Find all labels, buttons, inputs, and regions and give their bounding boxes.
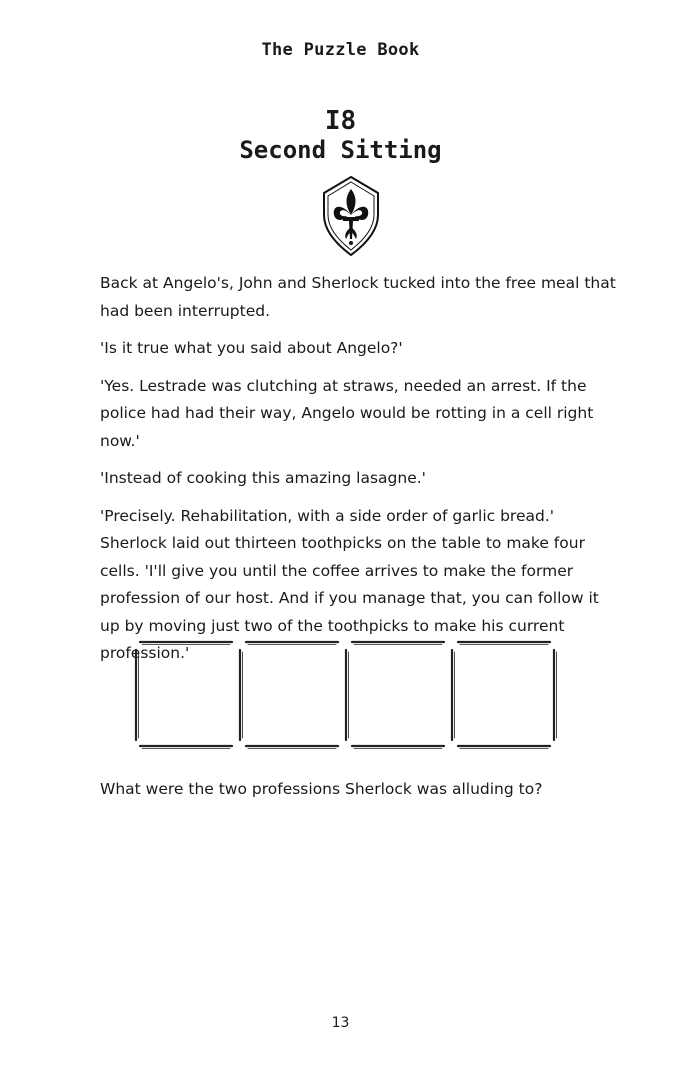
toothpick xyxy=(458,746,550,749)
toothpick xyxy=(246,746,338,749)
toothpick xyxy=(458,642,550,645)
paragraph: 'Is it true what you said about Angelo?' xyxy=(100,339,403,357)
paragraph: 'Instead of cooking this amazing lasagne.' xyxy=(100,469,426,487)
paragraph: Back at Angelo's, John and Sherlock tucked into the free meal that had been interrupted. xyxy=(100,274,616,320)
chapter-number: I8 xyxy=(324,106,357,136)
toothpick xyxy=(246,642,338,645)
page-number: 13 xyxy=(331,1015,350,1031)
toothpick xyxy=(346,650,349,740)
story-text xyxy=(100,270,620,678)
toothpick xyxy=(554,650,557,740)
puzzle-question: What were the two professions Sherlock was alluding to? xyxy=(100,780,543,798)
chapter-title: Second Sitting xyxy=(239,136,442,164)
toothpick xyxy=(452,650,455,740)
paragraph: 'Yes. Lestrade was clutching at straws, needed an arrest. If the police had had their way, Angelo would be rotting in a cell right now.' xyxy=(100,376,594,450)
toothpick xyxy=(136,650,139,740)
running-title: The Puzzle Book xyxy=(261,40,420,60)
fleur-de-lis-ornament-icon xyxy=(316,175,386,257)
toothpick-puzzle-diagram xyxy=(130,636,560,756)
toothpick xyxy=(140,642,232,645)
toothpick xyxy=(140,746,232,749)
toothpick xyxy=(240,650,243,740)
toothpick xyxy=(352,746,444,749)
toothpick xyxy=(352,642,444,645)
paragraph: 'Precisely. Rehabilitation, with a side order of garlic bread.' Sherlock laid out thirteen toothpicks on the table to make four cells. 'I'll give you until the coffee arrives to make the former profession of our host. And if you manage that, you can follow it up by moving just two of the toothpicks to make his current profession.' xyxy=(100,506,599,662)
